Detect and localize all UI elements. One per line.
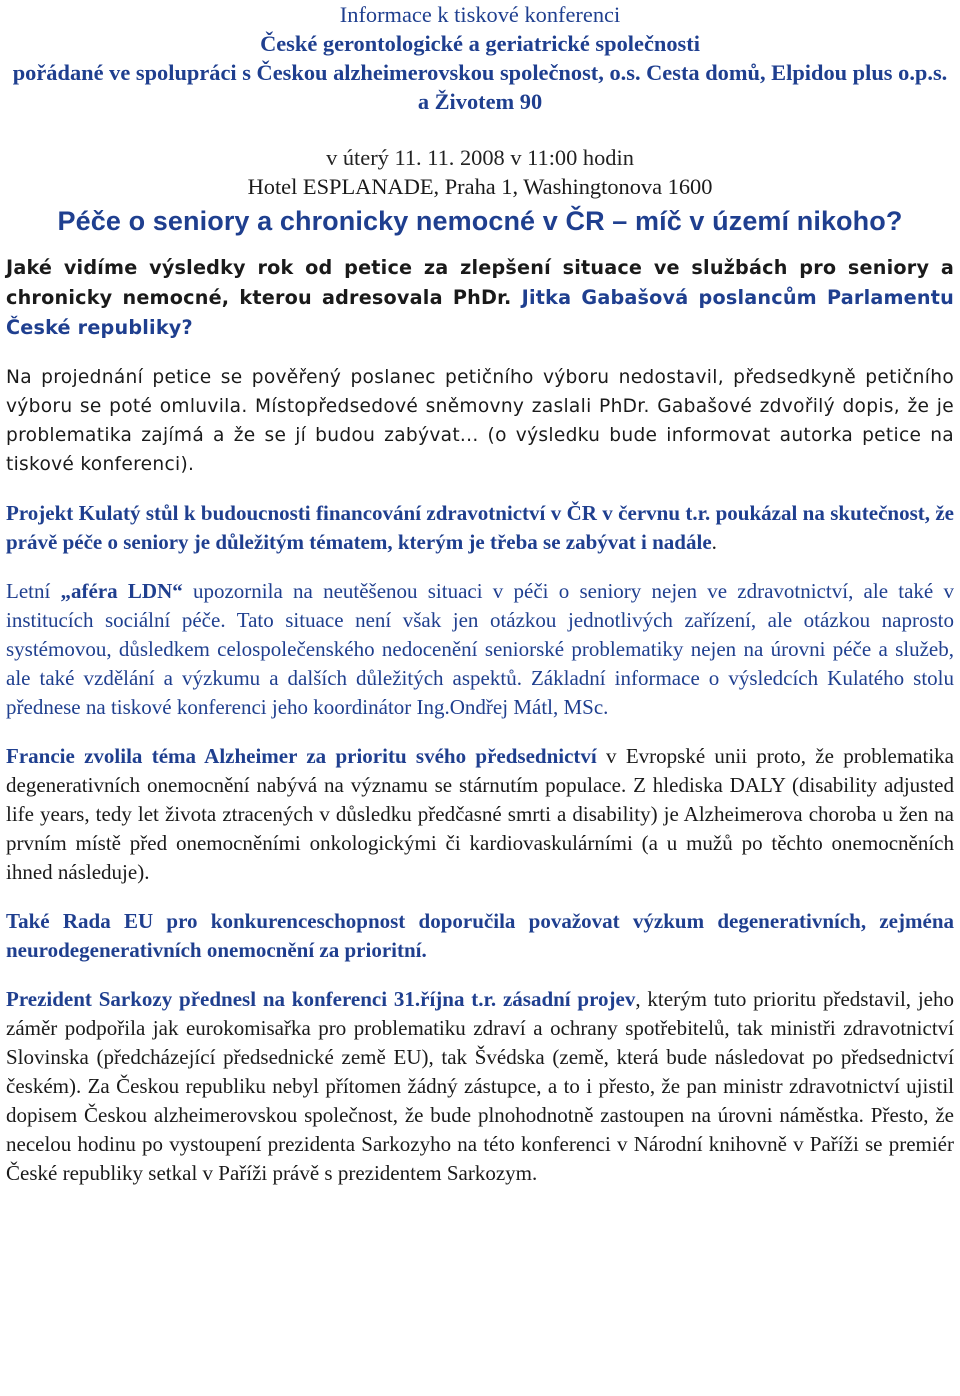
paragraph-project <box>6 499 954 557</box>
sarkozy-text: , kterým tuto prioritu představil, jeho záměr podpořila jak eurokomisařka pro problematiku zdraví a ochrany spotřebitelů, tak ministři zdravotnictví Slovinska (předcházející předsednické země EU), tak Švédska (země, která bude následovat po předsednictví českém). Za Českou republiku nebyl přítomen žádný zástupce, a to i přesto, že pan ministr zdravotnictví ujistil dopisem Českou alzheimerovskou společnost, že bude plnohodnotně zastoupen na úrovni náměstka. Přesto, že necelou hodinu po vystoupení prezidenta Sarkozyho na této konferenci v Národní knihovně v Paříži se premiér České republiky setkal v Paříži právě s prezidentem Sarkozym. <box>6 987 954 1185</box>
paragraph-sarkozy <box>6 985 954 1188</box>
lead-question-part-1: Jaké vidíme výsledky rok od petice za zlepšení situace ve službách pro seniory a chronicky nemocné, kterou adresovala PhDr. <box>6 256 954 309</box>
document-page <box>6 0 954 1188</box>
event-venue: Hotel ESPLANADE, Praha 1, Washingtonova 1600 <box>247 174 713 199</box>
ldn-text-2: upozornila na neutěšenou situaci v péči o seniory nejen ve zdravotnictví, ale také v institucích sociální péče. Tato situace není však jen otázkou jednotlivých zařízení, ale otázkou naprosto systémovou, důsledkem celospolečenského nedocenění seniorské problematiky nejen na úrovni péče a služeb, ale také vzdělání a výzkumu a dalších důležitých aspektů. Základní informace o výsledcích Kulatého stolu přednese na tiskové konferenci jeho koordinátor Ing.Ondřej Mátl, MSc. <box>6 579 954 719</box>
press-header <box>6 0 954 201</box>
paragraph-france <box>6 742 954 887</box>
france-bold: Francie zvolila téma Alzheimer za prioritu svého předsednictví <box>6 744 597 768</box>
france-text: v Evropské unii proto, že problematika degenerativních onemocnění nabývá na významu se stárnutím populace. Z hlediska DALY (disability adjusted life years, tedy let života ztracených v důsledku předčasné smrti a disability) je Alzheimerova choroba u žen na prvním místě před onemocněními onkologickými či kardiovaskulárními (a u mužů po těchto onemocněních ihned následuje). <box>6 744 954 884</box>
ldn-bold: „aféra LDN“ <box>60 579 183 603</box>
project-bold: Projekt Kulatý stůl k budoucnosti financování zdravotnictví v ČR v červnu t.r. poukázal na skutečnost, že právě péče o seniory je důležitým tématem, kterým je třeba se zabývat i nadále <box>6 501 954 554</box>
project-end: . <box>711 530 717 554</box>
document-title: Péče o seniory a chronicky nemocné v ČR – míč v území nikoho? <box>57 206 903 236</box>
paragraph-ldn <box>6 577 954 722</box>
lead-question <box>6 253 954 343</box>
paragraph-petition: Na projednání petice se pověřený poslanec petičního výboru nedostavil, předsedkyně petičního výboru se poté omluvila. Místopředsedové sněmovny zaslali PhDr. Gabašové zdvořilý dopis, že je problematika zajímá a že se jí budou zabývat... (o výsledku bude informovat autorka petice na tiskové konferenci). <box>6 367 954 475</box>
header-line-1: Informace k tiskové konferenci <box>339 2 621 27</box>
ldn-text-1: Letní <box>6 579 61 603</box>
lead-question-part-2: Jitka Gabašová poslancům Parlamentu České republiky? <box>6 286 954 339</box>
header-line-2: České gerontologické a geriatrické společnosti <box>260 31 700 56</box>
paragraph-eu: Také Rada EU pro konkurenceschopnost doporučila považovat výzkum degenerativních, zejména neurodegenerativních onemocnění za prioritní. <box>6 909 954 962</box>
sarkozy-bold: Prezident Sarkozy přednesl na konferenci 31.října t.r. zásadní projev <box>6 987 636 1011</box>
header-line-3: pořádané ve spolupráci s Českou alzheimerovskou společnost, o.s. Cesta domů, Elpidou plus o.p.s. a Životem 90 <box>12 60 948 114</box>
event-date: v úterý 11. 11. 2008 v 11:00 hodin <box>326 145 634 170</box>
